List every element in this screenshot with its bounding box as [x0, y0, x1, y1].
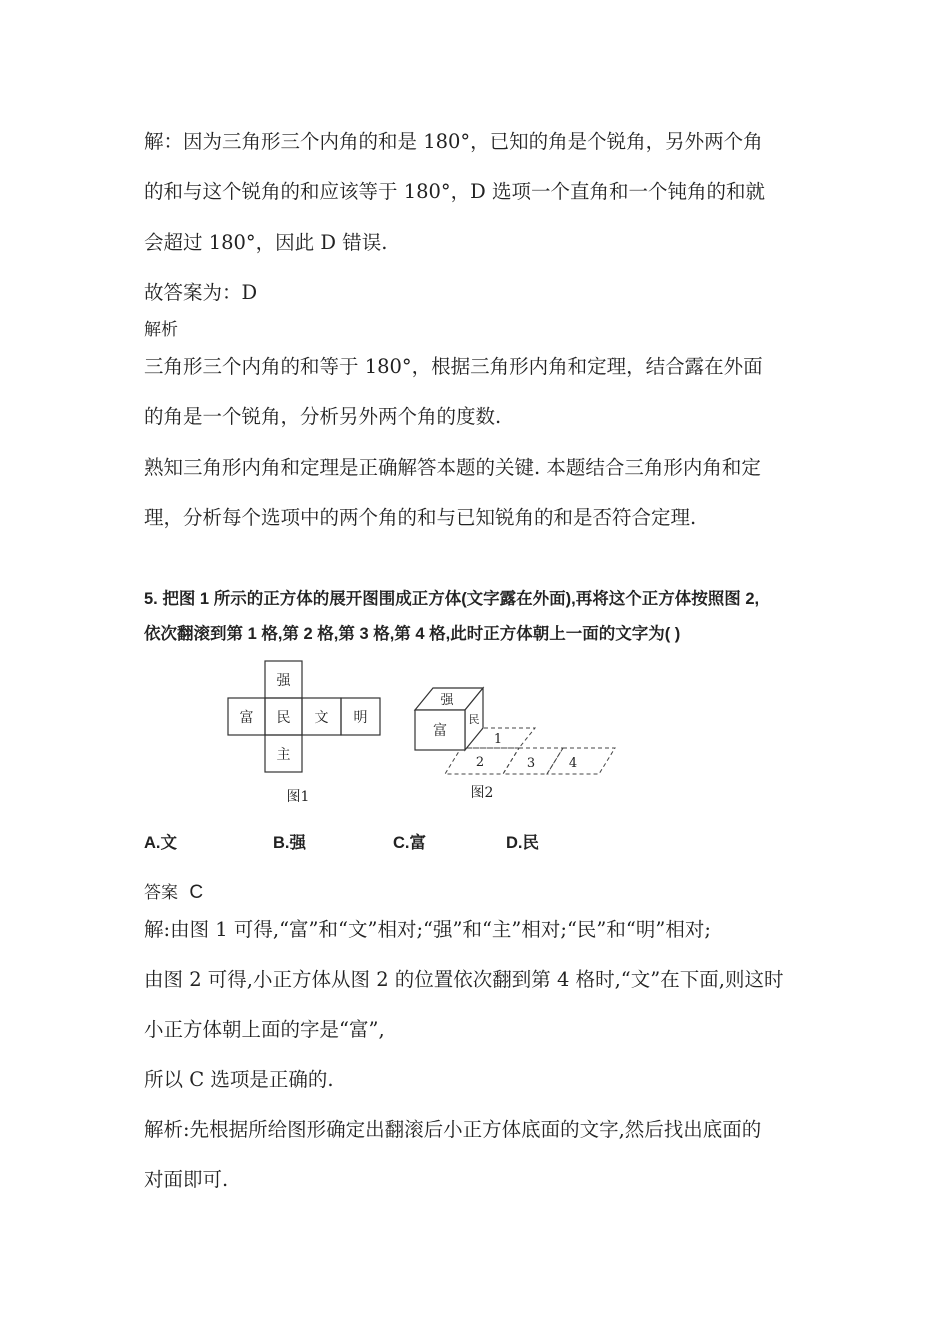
q5-solution-line-2: 由图 2 可得,小正方体从图 2 的位置依次翻到第 4 格时,“文”在下面,则这时 [144, 968, 784, 991]
cube-front-label: 富 [433, 723, 447, 739]
q5-solution-line-1: 解:由图 1 可得,“富”和“文”相对;“强”和“主”相对;“民”和“明”相对; [144, 918, 711, 941]
answer-value: C [189, 882, 204, 903]
option-c: C.富 [393, 834, 426, 852]
analysis-line-1: 三角形三个内角的和等于 180°，根据三角形内角和定理，结合露在外面 [144, 355, 763, 378]
q5-solution-line-4: 所以 C 选项是正确的. [144, 1068, 334, 1091]
figure2-cube-roll [405, 680, 620, 805]
net-label-top: 强 [276, 673, 291, 689]
cube-side-label: 民 [468, 713, 480, 726]
q5-solution-line-6: 对面即可. [144, 1168, 229, 1191]
answer-row [144, 878, 816, 904]
net-label-right1: 文 [314, 710, 329, 726]
grid-label-2: 2 [475, 755, 485, 770]
analysis-line-2: 的角是一个锐角，分析另外两个角的度数. [144, 405, 502, 428]
option-b: B.强 [273, 834, 306, 852]
net-label-center: 民 [276, 710, 291, 726]
cube-top-label: 强 [440, 693, 454, 708]
figure1-cube-net [220, 655, 390, 815]
grid-label-4: 4 [568, 756, 578, 771]
grid-label-1: 1 [493, 732, 503, 747]
option-d: D.民 [506, 834, 539, 852]
key-line-1: 熟知三角形内角和定理是正确解答本题的关键. 本题结合三角形内角和定 [144, 456, 761, 479]
answer-line: 故答案为：D [144, 281, 258, 304]
figure2-caption: 图2 [470, 785, 494, 801]
net-label-left: 富 [239, 710, 254, 726]
grid-label-3: 3 [526, 756, 536, 771]
net-label-bottom: 主 [276, 747, 291, 763]
option-a: A.文 [144, 834, 177, 852]
solution-line-1: 解：因为三角形三个内角的和是 180°，已知的角是个锐角，另外两个角 [144, 130, 763, 153]
grid-cell-4 [547, 748, 615, 774]
answer-label: 答案 [144, 883, 178, 903]
question-line-2: 依次翻滚到第 1 格,第 2 格,第 3 格,第 4 格,此时正方体朝上一面的文字为( ) [144, 625, 681, 643]
question-line-1: 5. 把图 1 所示的正方体的展开图围成正方体(文字露在外面),再将这个正方体按照图 2, [144, 590, 760, 608]
q5-solution-line-3: 小正方体朝上面的字是“富”, [144, 1018, 385, 1041]
solution-line-3: 会超过 180°，因此 D 错误. [144, 231, 388, 254]
net-label-right2: 明 [353, 710, 368, 726]
solution-line-2: 的和与这个锐角的和应该等于 180°，D 选项一个直角和一个钝角的和就 [144, 180, 766, 203]
analysis-label: 解析 [144, 320, 178, 340]
key-line-2: 理，分析每个选项中的两个角的和与已知锐角的和是否符合定理. [144, 506, 697, 529]
figure1-caption: 图1 [286, 789, 310, 805]
q5-solution-line-5: 解析:先根据所给图形确定出翻滚后小正方体底面的文字,然后找出底面的 [144, 1118, 762, 1141]
